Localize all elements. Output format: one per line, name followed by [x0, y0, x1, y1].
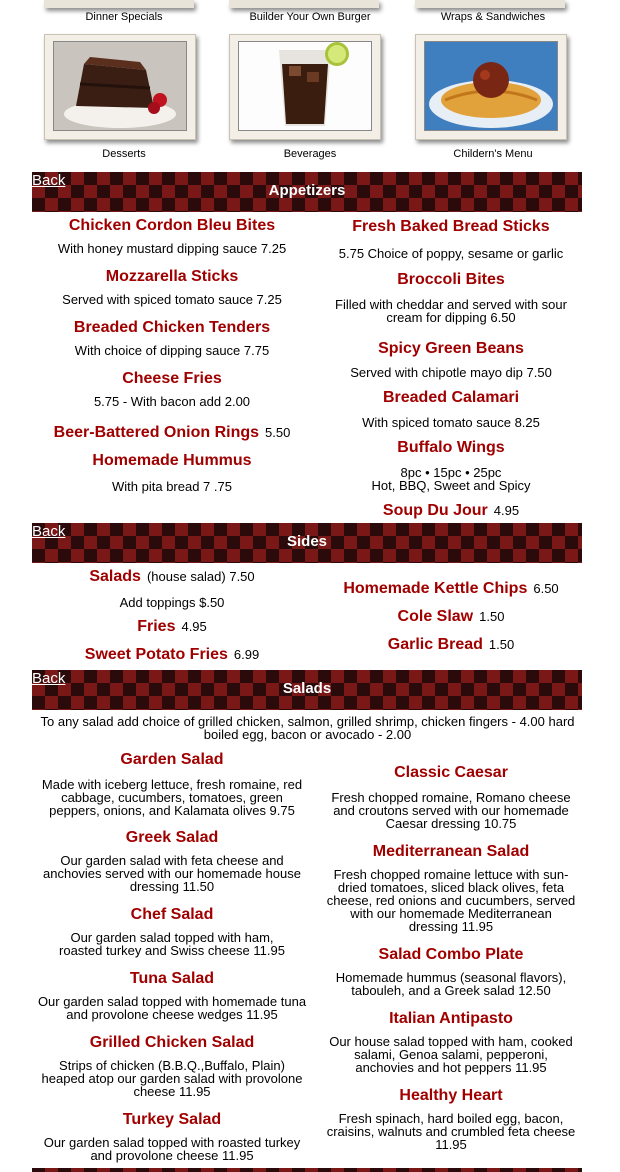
menu-item-desc-2: Hot, BBQ, Sweet and Spicy	[371, 478, 531, 493]
menu-item-desc: With choice of dipping sauce 7.75	[74, 343, 270, 358]
menu-item-desc: With spiced tomato sauce 8.25	[362, 415, 540, 430]
menu-item-desc: Add toppings $.50	[119, 595, 225, 610]
burger-thumb[interactable]	[229, 0, 379, 8]
dessert-image	[53, 41, 187, 131]
menu-item-desc: Our garden salad topped with homemade tuna and provolone cheese wedges 11.95	[37, 994, 307, 1022]
sides-right-column	[311, 578, 591, 662]
section-title-salads: Salads	[282, 680, 332, 697]
desserts-thumb[interactable]	[44, 34, 196, 140]
sides-left-column	[32, 566, 312, 670]
menu-item-row	[32, 642, 312, 670]
appetizers-header-bar	[32, 172, 582, 212]
beverages-thumb[interactable]	[229, 34, 381, 140]
menu-item-name: Soup Du Jour	[382, 502, 488, 519]
menu-item-desc: Our house salad topped with ham, cooked salami, Genoa salami, pepperoni, anchovies and hot peppers 11.95	[329, 1034, 573, 1075]
menu-item-name: Buffalo Wings	[397, 439, 505, 456]
menu-item-name: Beer-Battered Onion Rings	[53, 424, 260, 441]
dinner-specials-thumb[interactable]	[44, 0, 194, 8]
sides-header-bar	[32, 523, 582, 563]
childrens-menu-thumb[interactable]	[415, 34, 567, 140]
appetizers-left-column	[32, 216, 312, 499]
menu-item-row	[311, 499, 591, 523]
menu-item-desc: 5.75 Choice of poppy, sesame or garlic	[338, 246, 564, 261]
menu-item-name: Breaded Calamari	[382, 389, 520, 406]
menu-item-name: Chef Salad	[130, 906, 214, 923]
menu-item-price: 4.95	[181, 619, 207, 634]
menu-item-name: Sweet Potato Fries	[84, 646, 228, 663]
menu-item-desc: Our garden salad topped with ham, roasted turkey and Swiss cheese 11.95	[59, 930, 285, 958]
menu-item-name: Broccoli Bites	[397, 271, 505, 288]
menu-item-desc: Served with spiced tomato sauce 7.25	[62, 292, 282, 307]
salads-left-column	[32, 750, 312, 1162]
appetizers-right-column	[311, 216, 591, 523]
menu-item-desc: 8pc • 15pc • 25pc	[400, 465, 502, 480]
menu-item-name: Chicken Cordon Bleu Bites	[68, 217, 276, 234]
menu-item-desc: Fresh chopped romaine lettuce with sun-dried tomatoes, sliced black olives, feta cheese, red onions and cucumbers, served with our homemade Mediterranean dressing 11.95	[326, 867, 576, 934]
menu-item-row	[32, 420, 312, 448]
back-link[interactable]: Back	[32, 670, 66, 687]
menu-item-row	[311, 578, 591, 606]
menu-item-price: 6.50	[533, 581, 559, 596]
menu-item-desc: Fresh spinach, hard boiled egg, bacon, craisins, walnuts and crumbled feta cheese 11.95	[326, 1111, 576, 1152]
menu-item-desc: Homemade hummus (seasonal flavors), tabouleh, and a Greek salad 12.50	[335, 970, 567, 998]
menu-item-desc: Filled with cheddar and served with sour cream for dipping 6.50	[335, 297, 567, 325]
menu-item-name: Turkey Salad	[122, 1111, 222, 1128]
menu-item-name: Classic Caesar	[394, 764, 508, 781]
menu-item-name: Salad Combo Plate	[378, 946, 524, 963]
back-link[interactable]: Back	[32, 172, 66, 189]
menu-item-name: Spicy Green Beans	[378, 340, 524, 357]
menu-item-name: Garden Salad	[120, 751, 224, 768]
salads-right-column	[311, 763, 591, 1152]
salads-header-bar	[32, 670, 582, 710]
menu-item-row	[32, 566, 312, 590]
menu-item-price: 5.50	[265, 425, 291, 440]
salads-addon-note: To any salad add choice of grilled chicken, salmon, grilled shrimp, chicken fingers - 4.00 hard boiled egg, bacon or avocado - 2.00	[40, 714, 575, 742]
menu-item-name: Healthy Heart	[399, 1087, 503, 1104]
menu-item-name: Breaded Chicken Tenders	[73, 319, 271, 336]
menu-item-row	[311, 606, 591, 634]
wraps-thumb[interactable]	[415, 0, 565, 8]
section-title-sides: Sides	[286, 533, 328, 550]
category-link-burger[interactable]: Builder Your Own Burger	[249, 11, 371, 23]
menu-item-price: 1.50	[479, 609, 505, 624]
menu-item-name: Garlic Bread	[387, 636, 483, 653]
menu-item-name: Homemade Hummus	[92, 452, 252, 469]
category-link-desserts[interactable]: Desserts	[102, 148, 146, 160]
category-link-wraps[interactable]: Wraps & Sandwiches	[440, 11, 546, 23]
menu-item-desc: 5.75 - With bacon add 2.00	[93, 394, 251, 409]
menu-item-name: Grilled Chicken Salad	[89, 1034, 255, 1051]
menu-item-desc: With pita bread 7 .75	[112, 479, 232, 494]
menu-item-name: Fries	[137, 618, 176, 635]
menu-item-desc: Our garden salad with feta cheese and anchovies served with our homemade house dressing 11.50	[43, 853, 301, 894]
menu-item-name: Cole Slaw	[397, 608, 474, 625]
menu-item-name: Homemade Kettle Chips	[343, 580, 528, 597]
category-link-beverages[interactable]: Beverages	[283, 148, 337, 160]
menu-item-desc: With honey mustard dipping sauce 7.25	[57, 241, 287, 256]
menu-item-desc: Made with iceberg lettuce, fresh romaine, red cabbage, cucumbers, tomatoes, green peppers, onions, and Kalamata olives 9.75	[41, 777, 303, 818]
menu-item-price: (house salad) 7.50	[146, 569, 255, 584]
next-section-bar-edge	[32, 1168, 582, 1172]
menu-item-row	[311, 634, 591, 662]
menu-item-row	[32, 614, 312, 642]
menu-item-price: 1.50	[488, 637, 515, 652]
beverage-image	[238, 41, 372, 131]
menu-item-desc: Fresh chopped romaine, Romano cheese and croutons served with our homemade Caesar dressing 10.75	[331, 790, 571, 831]
category-link-childrens-menu[interactable]: Childern's Menu	[453, 148, 533, 160]
menu-item-price: 6.99	[233, 647, 260, 662]
menu-item-name: Italian Antipasto	[389, 1010, 513, 1027]
menu-item-desc: Strips of chicken (B.B.Q.,Buffalo, Plain) heaped atop our garden salad with provolone cheese 11.95	[41, 1058, 303, 1099]
menu-item-name: Fresh Baked Bread Sticks	[352, 218, 550, 235]
menu-item-name: Greek Salad	[125, 829, 219, 846]
childrens-image	[424, 41, 558, 131]
menu-item-name: Mediterranean Salad	[372, 843, 530, 860]
menu-item-desc: Served with chipotle mayo dip 7.50	[350, 365, 552, 380]
menu-item-name: Tuna Salad	[129, 970, 215, 987]
menu-item-desc: Our garden salad topped with roasted turkey and provolone cheese 11.95	[43, 1135, 301, 1163]
back-link[interactable]: Back	[32, 523, 66, 540]
menu-item-name: Salads	[89, 568, 141, 585]
category-link-dinner-specials[interactable]: Dinner Specials	[85, 11, 163, 23]
menu-item-price: 4.95	[493, 503, 520, 518]
menu-item-name: Mozzarella Sticks	[105, 268, 239, 285]
section-title-appetizers: Appetizers	[268, 182, 346, 199]
menu-item-name: Cheese Fries	[122, 370, 222, 387]
